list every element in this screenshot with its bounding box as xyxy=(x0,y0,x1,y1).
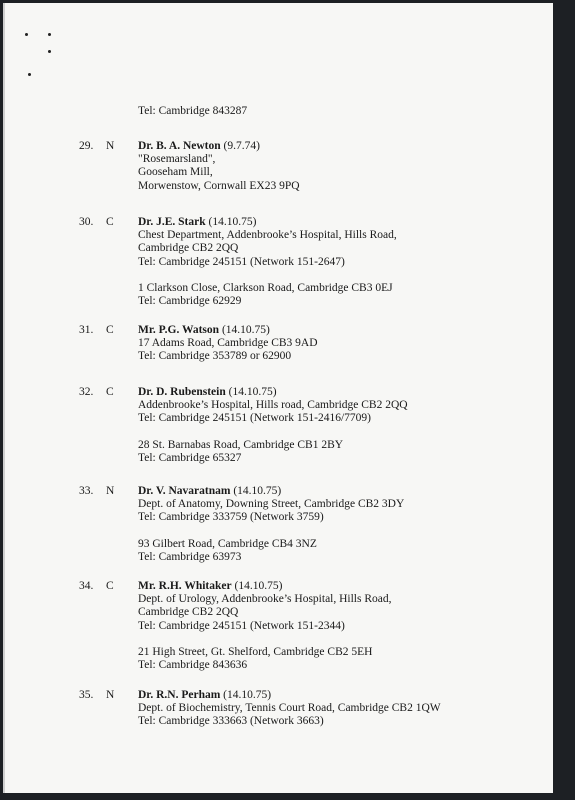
punch-mark xyxy=(48,33,51,36)
telephone-line: Tel: Cambridge 245151 (Network 151-2647) xyxy=(138,255,345,268)
address-line: Chest Department, Addenbrooke’s Hospital, Hills Road, xyxy=(138,229,397,242)
entry-category: C xyxy=(106,386,114,398)
entry-name: Dr. V. Navaratnam xyxy=(138,485,231,497)
telephone-line: Tel: Cambridge 333759 (Network 3759) xyxy=(138,511,324,524)
entry-category: C xyxy=(106,216,114,228)
entry-number: 29. xyxy=(79,140,94,152)
home-telephone-line: Tel: Cambridge 63973 xyxy=(138,550,242,563)
telephone-line: Tel: Cambridge 245151 (Network 151-2344) xyxy=(138,619,345,632)
address-line: "Rosemarsland", xyxy=(138,153,216,166)
home-telephone-line: Tel: Cambridge 65327 xyxy=(138,451,242,464)
entry-name: Dr. J.E. Stark xyxy=(138,216,206,228)
entry-date: (14.10.75) xyxy=(234,580,283,592)
home-address-line: 21 High Street, Gt. Shelford, Cambridge CB2 5EH xyxy=(138,645,373,658)
entry-category: N xyxy=(106,689,115,701)
entry-date: (14.10.75) xyxy=(228,386,277,398)
home-address-line: 1 Clarkson Close, Clarkson Road, Cambridge CB3 0EJ xyxy=(138,281,393,294)
home-address-line: 28 St. Barnabas Road, Cambridge CB1 2BY xyxy=(138,438,344,451)
telephone-line: Tel: Cambridge 245151 (Network 151-2416/7709) xyxy=(138,412,371,425)
punch-mark xyxy=(25,33,28,36)
entry-number: 30. xyxy=(79,216,94,228)
entry-name: Dr. B. A. Newton xyxy=(138,140,221,152)
address-line: Morwenstow, Cornwall EX23 9PQ xyxy=(138,179,300,192)
entry-date: (14.10.75) xyxy=(233,485,282,497)
address-line: Dept. of Urology, Addenbrooke’s Hospital, Hills Road, xyxy=(138,593,392,606)
address-line: Dept. of Anatomy, Downing Street, Cambridge CB2 3DY xyxy=(138,498,405,511)
telephone-line: Tel: Cambridge 353789 or 62900 xyxy=(138,350,292,363)
entry-date: (14.10.75) xyxy=(208,216,257,228)
document-page xyxy=(3,3,553,793)
entry-name: Dr. D. Rubenstein xyxy=(138,386,226,398)
continued-telephone: Tel: Cambridge 843287 xyxy=(138,105,248,117)
home-address-line: 93 Gilbert Road, Cambridge CB4 3NZ xyxy=(138,537,317,550)
address-line: Addenbrooke’s Hospital, Hills road, Cambridge CB2 2QQ xyxy=(138,399,408,412)
entry-number: 33. xyxy=(79,485,94,497)
entry-date: (14.10.75) xyxy=(223,689,272,701)
home-telephone-line: Tel: Cambridge 843636 xyxy=(138,659,248,672)
entry-category: N xyxy=(106,485,115,497)
entry-number: 35. xyxy=(79,689,94,701)
address-line: Cambridge CB2 2QQ xyxy=(138,606,239,619)
entry-category: C xyxy=(106,324,114,336)
address-line: Cambridge CB2 2QQ xyxy=(138,242,239,255)
entry-category: C xyxy=(106,580,114,592)
telephone-line: Tel: Cambridge 333663 (Network 3663) xyxy=(138,715,324,728)
entry-number: 31. xyxy=(79,324,94,336)
punch-mark xyxy=(28,73,31,76)
address-line: 17 Adams Road, Cambridge CB3 9AD xyxy=(138,337,318,350)
entry-name: Dr. R.N. Perham xyxy=(138,689,221,701)
home-telephone-line: Tel: Cambridge 62929 xyxy=(138,295,242,308)
entry-number: 34. xyxy=(79,580,94,592)
entry-name: Mr. P.G. Watson xyxy=(138,324,220,336)
punch-mark xyxy=(48,50,51,53)
entry-name: Mr. R.H. Whitaker xyxy=(138,580,232,592)
entry-date: (9.7.74) xyxy=(223,140,260,152)
entry-date: (14.10.75) xyxy=(221,324,270,336)
address-line: Gooseham Mill, xyxy=(138,166,213,179)
address-line: Dept. of Biochemistry, Tennis Court Road, Cambridge CB2 1QW xyxy=(138,702,441,715)
entry-category: N xyxy=(106,140,115,152)
entry-number: 32. xyxy=(79,386,94,398)
